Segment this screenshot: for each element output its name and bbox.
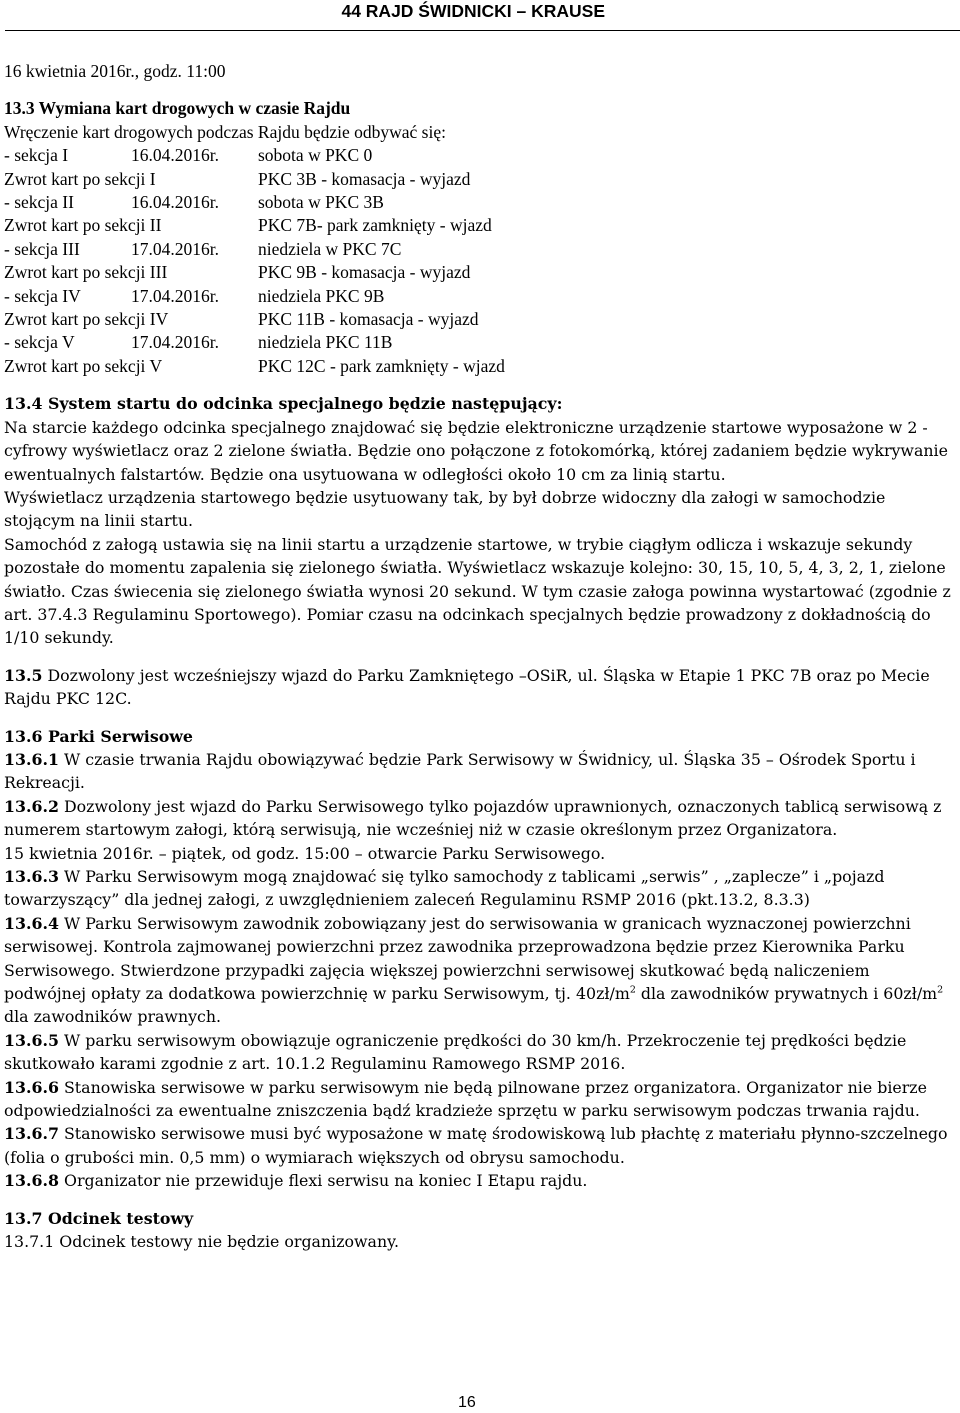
paragraph: 13.6.1 W czasie trwania Rajdu obowiązywać będzie Park Serwisowy w Świdnicy, ul. Śląska 35 – Ośrodek Sportu i Rekreacji. <box>4 749 916 793</box>
location-cell: PKC 3B - komasacja - wyjazd <box>258 168 471 189</box>
date-cell: 16.04.2016r. <box>131 192 219 213</box>
section-label: - sekcja IV <box>4 285 81 306</box>
paragraph: Na starcie każdego odcinka specjalnego znajdować się będzie elektroniczne urządzenie startowe wyposażone w 2 - cyfrowy wyświetlacz oraz 2 zielone światła. Będzie ono połączone z fotokomórką, której zadaniem będzie wykrywanie ewentualnych falstartów. Będzie ona usytuowana w odległości około 10 cm za linią startu. <box>4 417 948 484</box>
location-cell: sobota w PKC 3B <box>258 192 384 213</box>
paragraph: 13.6.2 Dozwolony jest wjazd do Parku Serwisowego tylko pojazdów uprawnionych, oznaczonych tablicą serwisową z numerem startowym załogi, którą serwisują, nie wcześniej niż w czasie określonym przez Organizatora. <box>4 796 942 840</box>
paragraph: 13.6.6 Stanowiska serwisowe w parku serwisowym nie będą pilnowane przez organizatora. Organizator nie bierze odpowiedzialności za ewentualne zniszczenia bądź kradzieże sprzętu w parku serwisowym podczas trwania rajdu. <box>4 1077 927 1121</box>
table-row <box>4 285 954 308</box>
return-label: Zwrot kart po sekcji II <box>4 215 162 236</box>
section-title: 13.4 System startu do odcinka specjalnego będzie następujący: <box>4 394 563 414</box>
section-label: - sekcja V <box>4 332 75 353</box>
paragraph: 15 kwietnia 2016r. – piątek, od godz. 15:00 – otwarcie Parku Serwisowego. <box>4 843 606 863</box>
paragraph: 13.6.4 W Parku Serwisowym zawodnik zobowiązany jest do serwisowania w granicach wyznaczonej powierzchni serwisowej. Kontrola zajmowanej powierzchni przez zawodnika przeprowadzona będzie przez Kierownika Parku Serwisowego. Stwierdzone przypadki zajęcia większej powierzchni serwisowej skutkować będą naliczeniem podwójnej opłaty za dodatkowa powierzchnię w parku Serwisowym, tj. $40zł/m^2$ dla zawodników prywatnych i $60zł/m^2$ dla zawodników prawnych. <box>4 913 944 1027</box>
date-cell: 17.04.2016r. <box>131 332 219 353</box>
paragraph: 13.7.1 Odcinek testowy nie będzie organizowany. <box>4 1232 399 1252</box>
document-header: 44 RAJD ŚWIDNICKI – KRAUSE <box>341 1 605 21</box>
date-line: 16 kwietnia 2016r., godz. 11:00 <box>4 61 226 81</box>
paragraph: 13.6.3 W Parku Serwisowym mogą znajdować się tylko samochody z tablicami „serwis” , „zaplecze” i „pojazd towarzyszący” dla jednej załogi, z uwzględnieniem zaleceń Regulaminu RSMP 2016 (pkt.13.2, 8.3.3) <box>4 867 885 910</box>
location-cell: PKC 7B- park zamknięty - wjazd <box>258 215 492 236</box>
section-13-6 <box>4 725 954 1193</box>
table-row <box>4 191 954 214</box>
date-cell: 16.04.2016r. <box>131 145 219 166</box>
paragraph: 13.6.7 Stanowisko serwisowe musi być wyposażone w matę środowiskową lub płachtę z materiału płynno-szczelnego (folia o grubości min. 0,5 mm) o wymiarach większych od obrysu samochodu. <box>4 1124 948 1167</box>
section-label: - sekcja I <box>4 145 69 166</box>
section-title: 13.6 Parki Serwisowe <box>4 726 193 746</box>
paragraph: 13.6.5 W parku serwisowym obowiązuje ograniczenie prędkości do 30 km/h. Przekroczenie tej prędkości będzie skutkowało karami zgodnie z art. 10.1.2 Regulaminu Ramowego RSMP 2016. <box>4 1030 907 1074</box>
table-row <box>4 261 954 284</box>
table-row <box>4 144 954 167</box>
location-cell: sobota w PKC 0 <box>258 145 373 166</box>
section-intro: Wręczenie kart drogowych podczas Rajdu będzie odbywać się: <box>4 121 446 142</box>
location-cell: PKC 12C - park zamknięty - wjazd <box>258 355 505 376</box>
location-cell: niedziela PKC 11B <box>258 332 393 353</box>
header-divider <box>5 30 960 31</box>
page-number: 16 <box>458 1394 476 1411</box>
paragraph: 13.5 Dozwolony jest wcześniejszy wjazd do Parku Zamkniętego –OSiR, ul. Śląska w Etapie 1 PKC 7B oraz po Mecie Rajdu PKC 12C. <box>4 665 930 709</box>
section-title: 13.7 Odcinek testowy <box>4 1208 194 1228</box>
table-row <box>4 308 954 331</box>
return-label: Zwrot kart po sekcji III <box>4 262 168 283</box>
table-row <box>4 168 954 191</box>
paragraph: Wyświetlacz urządzenia startowego będzie usytuowany tak, by był dobrze widoczny dla załogi w samochodzie stojącym na linii startu. <box>4 487 886 531</box>
location-cell: niedziela PKC 9B <box>258 285 385 306</box>
section-13-5 <box>4 664 954 711</box>
table-row <box>4 214 954 237</box>
schedule-table <box>4 144 954 378</box>
table-row <box>4 355 954 378</box>
section-13-3 <box>4 97 954 378</box>
date-cell: 17.04.2016r. <box>131 238 219 259</box>
paragraph: 13.6.8 Organizator nie przewiduje flexi serwisu na koniec I Etapu rajdu. <box>4 1171 588 1191</box>
location-cell: PKC 9B - komasacja - wyjazd <box>258 262 471 283</box>
table-row <box>4 238 954 261</box>
section-13-7 <box>4 1207 954 1254</box>
return-label: Zwrot kart po sekcji I <box>4 168 156 189</box>
return-label: Zwrot kart po sekcji V <box>4 355 163 376</box>
location-cell: niedziela w PKC 7C <box>258 238 402 259</box>
section-13-4 <box>4 392 954 649</box>
paragraph: Samochód z załogą ustawia się na linii startu a urządzenie startowe, w trybie ciągłym odlicza i wskazuje sekundy pozostałe do momentu zapalenia się zielonego światła. Wyświetlacz wskazuje kolejno: 30, 15, 10, 5, 4, 3, 2, 1, zielone światło. Czas świecenia się zielonego światła wynosi 20 sekund. W tym czasie załoga powinna wystartować (zgodnie z art. 37.4.3 Regulaminu Sportowego). Pomiar czasu na odcinkach specjalnych będzie prowadzony z dokładnością do 1/10 sekundy. <box>4 534 951 648</box>
document-body <box>4 60 954 1254</box>
return-label: Zwrot kart po sekcji IV <box>4 309 169 330</box>
location-cell: PKC 11B - komasacja - wyjazd <box>258 309 479 330</box>
date-cell: 17.04.2016r. <box>131 285 219 306</box>
section-label: - sekcja II <box>4 192 74 213</box>
section-label: - sekcja III <box>4 238 80 259</box>
section-title: 13.3 Wymiana kart drogowych w czasie Rajdu <box>4 98 351 119</box>
table-row <box>4 331 954 354</box>
